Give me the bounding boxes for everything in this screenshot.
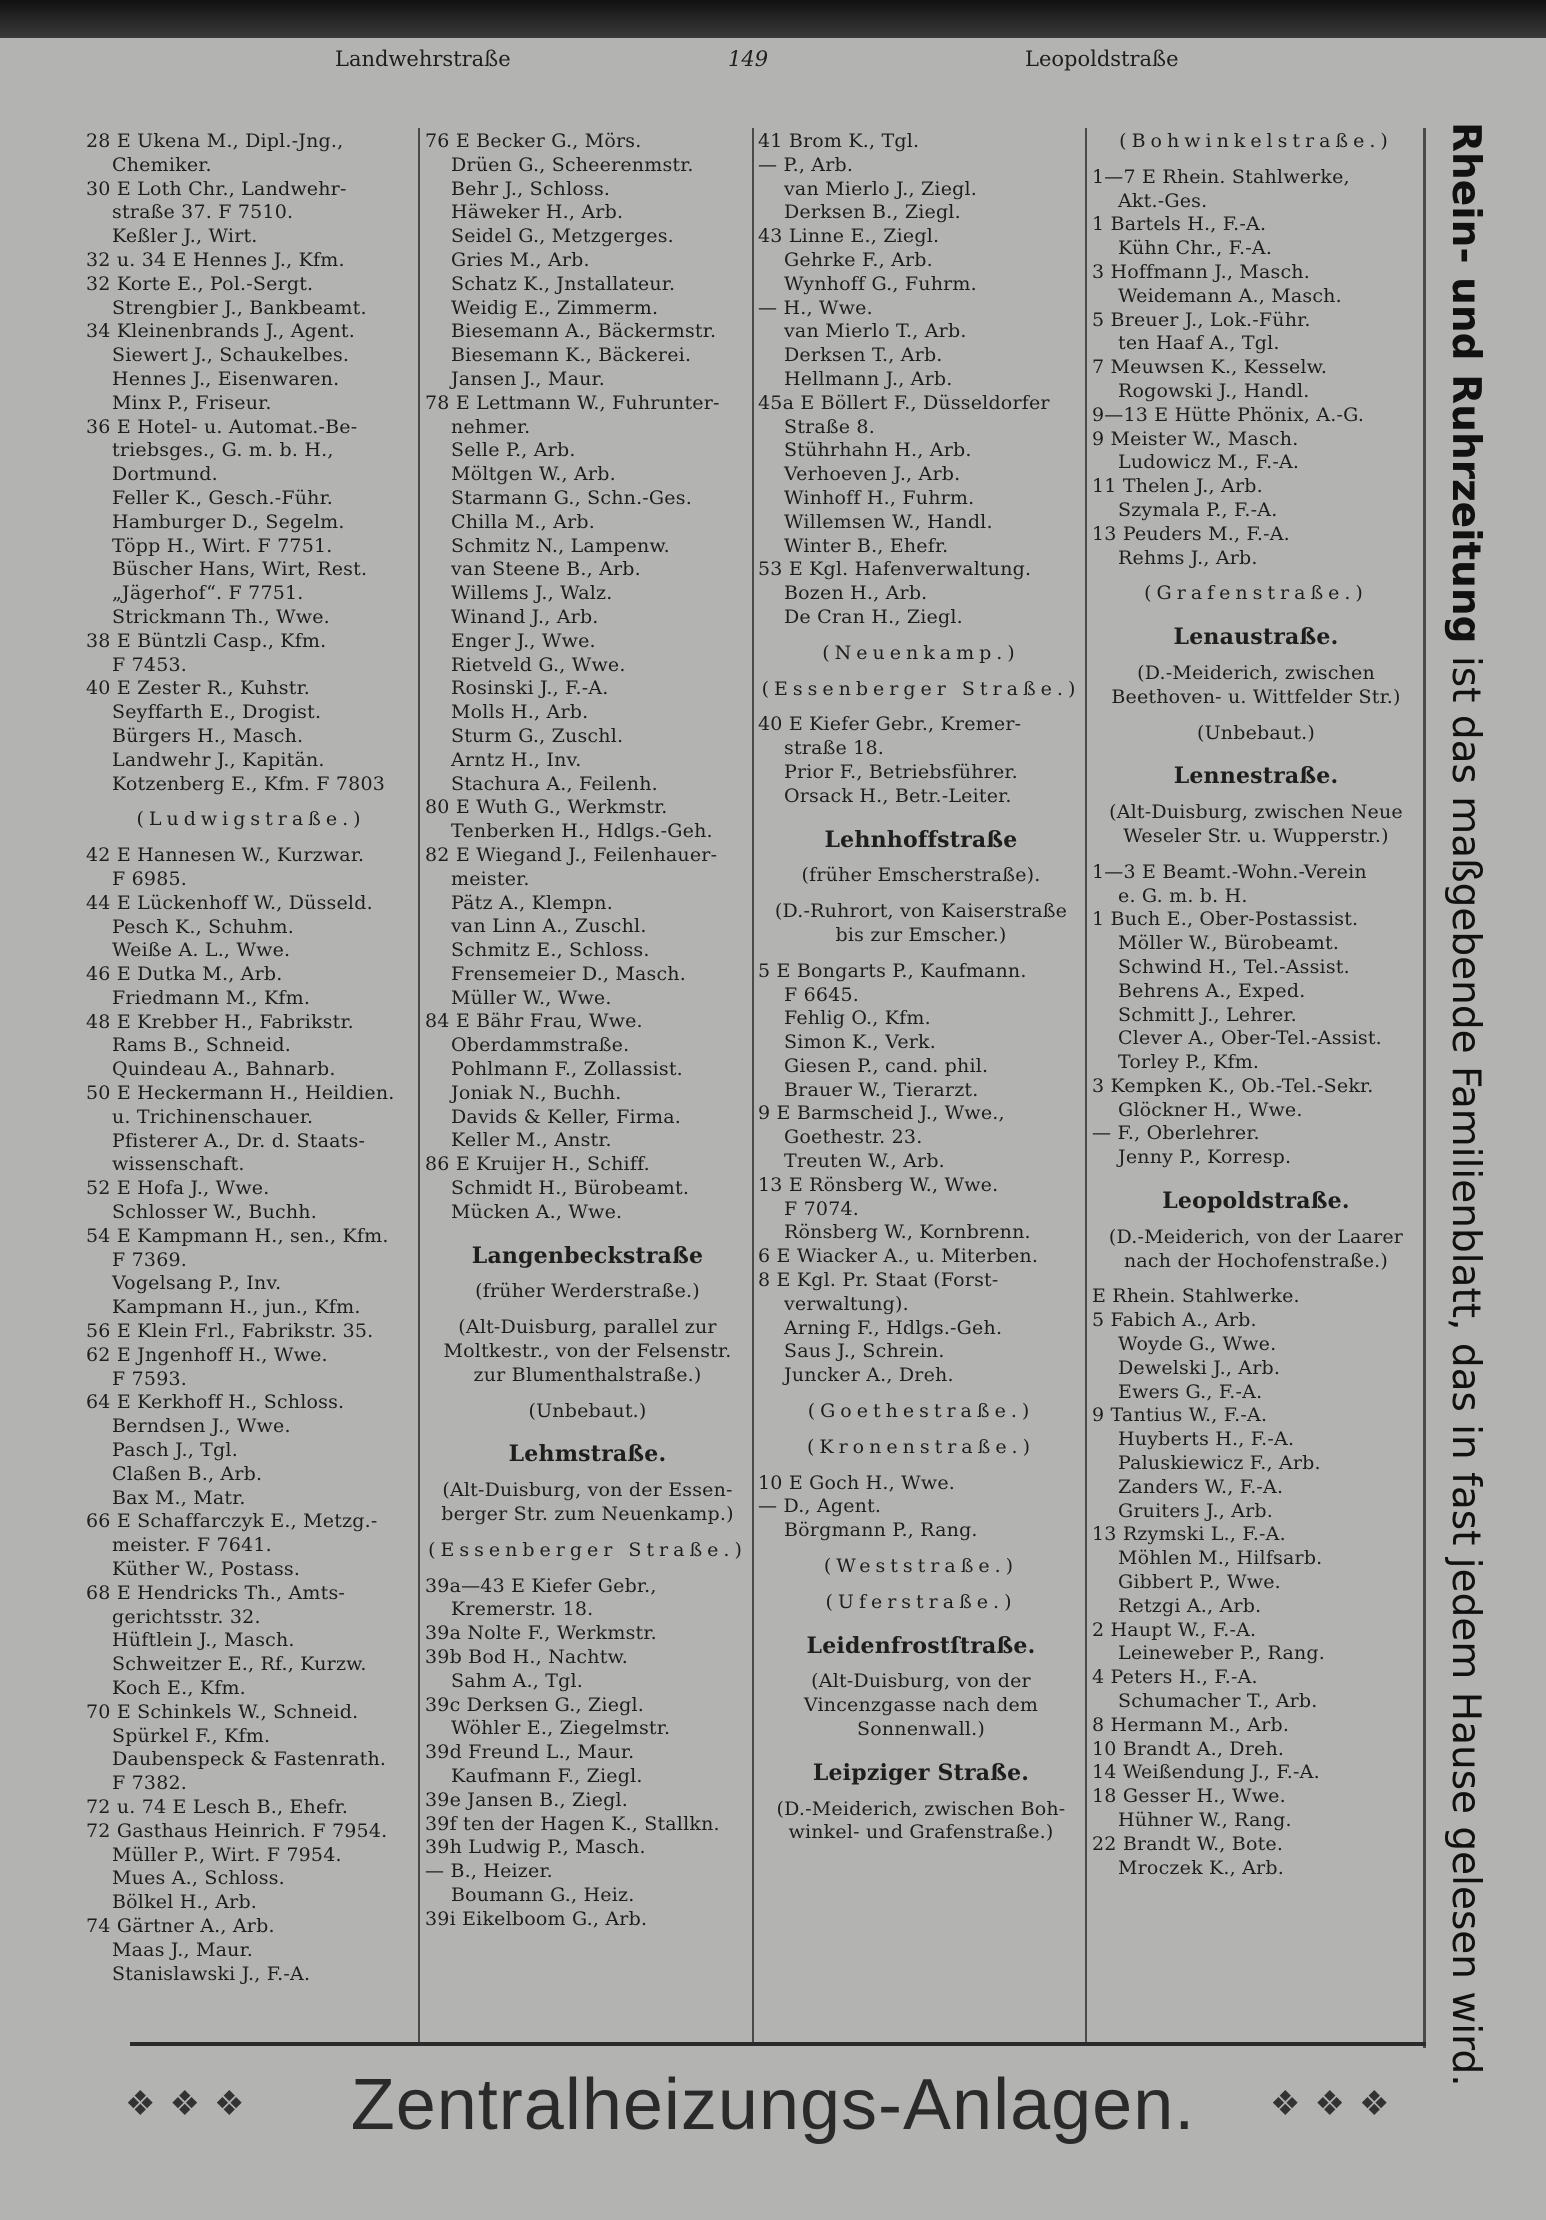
directory-entry: Mroczek K., Arb. (1118, 1856, 1284, 1879)
directory-entry: 86 E Kruijer H., Schiff. (425, 1153, 650, 1176)
directory-entry: 34 Kleinenbrands J., Agent. (86, 320, 355, 343)
street-note: (D.-Meiderich, von der Laarer nach der Hochofenstraße.) (1108, 1225, 1404, 1272)
street-heading: Leipziger Straße. (812, 1759, 1030, 1786)
directory-entry: u. Trichinenschauer. (112, 1105, 314, 1128)
directory-entry: 53 E Kgl. Hafenverwaltung. (758, 558, 1032, 581)
directory-entry: Häweker H., Arb. (451, 201, 624, 224)
directory-entry: 39f ten der Hagen K., Stallkn. (425, 1812, 720, 1835)
directory-entry: Joniak N., Buchh. (451, 1081, 622, 1104)
directory-entry: Claßen B., Arb. (112, 1462, 263, 1485)
directory-entry: Mücken A., Wwe. (451, 1200, 623, 1223)
directory-entry: Jenny P., Korresp. (1118, 1146, 1292, 1169)
directory-entry: 9 Tantius W., F.-A. (1092, 1404, 1268, 1427)
directory-entry: Schmidt H., Bürobeamt. (451, 1177, 690, 1200)
directory-entry: Winhoff H., Fuhrm. (784, 486, 975, 509)
directory-entry: Siewert J., Schaukelbes. (112, 344, 350, 367)
directory-entry: 1 Bartels H., F.-A. (1092, 213, 1267, 236)
directory-entry: 9—13 E Hütte Phönix, A.-G. (1092, 403, 1365, 426)
column-divider (1085, 128, 1087, 2046)
directory-entry: Woyde G., Wwe. (1118, 1333, 1277, 1356)
directory-column-2 (425, 130, 750, 1932)
directory-entry: 8 E Kgl. Pr. Staat (Forst- (758, 1269, 999, 1292)
directory-column-1 (86, 130, 416, 1986)
directory-entry: Giesen P., cand. phil. (784, 1054, 989, 1077)
directory-entry: Weiße A. L., Wwe. (112, 939, 291, 962)
directory-entry: Gruiters J., Arb. (1118, 1499, 1273, 1522)
directory-entry: Seidel G., Metzgerges. (451, 225, 674, 248)
directory-entry: Gehrke F., Arb. (784, 248, 933, 271)
cross-street: (Neuenkamp.) (822, 641, 1020, 664)
directory-entry: 72 Gasthaus Heinrich. F 7954. (86, 1819, 388, 1842)
directory-entry: Rogowski J., Handl. (1118, 379, 1310, 402)
directory-entry: Arning F., Hdlgs.-Geh. (784, 1316, 1003, 1339)
directory-column-3 (758, 130, 1084, 1845)
directory-entry: Landwehr J., Kapitän. (112, 748, 325, 771)
scan-top-edge (0, 0, 1546, 38)
directory-entry: triebsges., G. m. b. H., (112, 439, 334, 462)
street-heading: Leidenfrostſtraße. (806, 1632, 1036, 1659)
directory-entry: 13 E Rönsberg W., Wwe. (758, 1173, 999, 1196)
spacer (86, 796, 416, 808)
directory-entry: 74 Gärtner A., Arb. (86, 1914, 275, 1937)
directory-entry: Winand J., Arb. (451, 605, 599, 628)
street-note: (D.-Meiderich, zwischen Beethoven- u. Wittfelder Str.) (1111, 661, 1401, 708)
directory-entry: 3 Hoffmann J., Masch. (1092, 260, 1310, 283)
directory-entry: 13 Rzymski L., F.-A. (1092, 1523, 1286, 1546)
directory-entry: Szymala P., F.-A. (1118, 498, 1278, 521)
street-note: (D.-Meiderich, zwischen Boh-winkel- und Grafenstraße.) (776, 1797, 1066, 1844)
directory-entry: 45a E Böllert F., Düsseldorfer (758, 391, 1050, 414)
directory-entry: Sturm G., Zuschl. (451, 724, 624, 747)
directory-entry: Enger J., Wwe. (451, 629, 596, 652)
directory-entry: 39h Ludwig P., Masch. (425, 1836, 646, 1859)
directory-entry: 70 E Schinkels W., Schneid. (86, 1700, 359, 1723)
directory-entry: Goethestr. 23. (784, 1126, 923, 1149)
directory-entry: verwaltung). (784, 1292, 909, 1315)
directory-entry: Möhlen M., Hilfsarb. (1118, 1547, 1323, 1570)
directory-entry: Strengbier J., Bankbeamt. (112, 296, 367, 319)
spacer (86, 832, 416, 844)
directory-entry: 82 E Wiegand J., Feilenhauer- (425, 843, 718, 866)
directory-entry: Verhoeven J., Arb. (784, 463, 961, 486)
directory-entry: nehmer. (451, 415, 531, 438)
directory-entry: Ludowicz M., F.-A. (1118, 451, 1300, 474)
directory-entry: „Jägerhof“. F 7751. (112, 582, 304, 605)
directory-entry: Weidemann A., Masch. (1118, 284, 1342, 307)
directory-entry: Fehlig O., Kfm. (784, 1007, 931, 1030)
directory-entry: Bölkel H., Arb. (112, 1891, 258, 1914)
street-heading: Lehmstraße. (508, 1441, 667, 1468)
directory-entry: van Mierlo J., Ziegl. (784, 177, 978, 200)
ad-divider (1423, 128, 1426, 2048)
directory-entry: Oberdammstraße. (451, 1034, 630, 1057)
cross-street: (Goethestraße.) (807, 1400, 1035, 1423)
street-note: (Alt-Duisburg, von der Essen-berger Str. zum Neuenkamp.) (441, 1479, 734, 1526)
directory-entry: 11 Thelen J., Arb. (1092, 475, 1263, 498)
directory-entry: Winter B., Ehefr. (784, 534, 949, 557)
directory-entry: 10 Brandt A., Dreh. (1092, 1737, 1285, 1760)
directory-entry: 39a—43 E Kiefer Gebr., (425, 1574, 657, 1597)
directory-entry: — D., Agent. (758, 1495, 882, 1518)
directory-entry: E Rhein. Stahlwerke. (1092, 1285, 1300, 1308)
directory-entry: 41 Brom K., Tgl. (758, 130, 920, 152)
directory-entry: 43 Linne E., Ziegl. (758, 225, 940, 248)
directory-entry: van Linn A., Zuschl. (451, 915, 647, 938)
directory-entry: De Cran H., Ziegl. (784, 605, 963, 628)
directory-entry: — P., Arb. (758, 153, 854, 176)
footer-ad-text: Zentralheizungs-Anlagen. (350, 2065, 1196, 2145)
directory-entry: 10 E Goch H., Wwe. (758, 1471, 956, 1494)
directory-entry: Bax M., Matr. (112, 1486, 246, 1509)
directory-entry: Kremerstr. 18. (451, 1598, 594, 1621)
directory-entry: Möltgen W., Arb. (451, 463, 616, 486)
directory-entry: Hüftlein J., Masch. (112, 1629, 295, 1652)
directory-entry: Spürkel F., Kfm. (112, 1724, 271, 1747)
directory-entry: 50 E Heckermann H., Heildien. (86, 1082, 395, 1105)
directory-entry: 9 Meister W., Masch. (1092, 427, 1299, 450)
directory-entry: F 7369. (112, 1248, 188, 1271)
directory-entry: 56 E Klein Frl., Fabrikstr. 35. (86, 1320, 374, 1343)
directory-entry: Treuten W., Arb. (784, 1150, 945, 1173)
directory-entry: Behrens A., Exped. (1118, 979, 1306, 1002)
directory-entry: Wöhler E., Ziegelmstr. (451, 1717, 671, 1740)
street-heading: Lennestraße. (1173, 763, 1339, 790)
directory-entry: Willems J., Walz. (451, 582, 613, 605)
directory-entry: Schatz K., Jnstallateur. (451, 272, 676, 295)
directory-entry: Kühn Chr., F.-A. (1118, 237, 1273, 260)
directory-entry: Molls H., Arb. (451, 701, 589, 724)
directory-entry: Derksen B., Ziegl. (784, 201, 961, 224)
directory-entry: 2 Haupt W., F.-A. (1092, 1618, 1257, 1641)
directory-entry: 7 Meuwsen K., Kesselw. (1092, 356, 1328, 379)
directory-entry: Bürgers H., Masch. (112, 724, 304, 747)
directory-entry: 80 E Wuth G., Werkmstr. (425, 796, 668, 819)
directory-entry: 22 Brandt W., Bote. (1092, 1832, 1284, 1855)
directory-entry: Pfisterer A., Dr. d. Staats- (112, 1129, 366, 1152)
directory-entry: meister. (451, 867, 530, 890)
directory-column-4 (1092, 130, 1420, 1880)
header-right-street: Leopoldstraße (1025, 47, 1179, 71)
header-left-street: Landwehrstraße (335, 47, 511, 71)
directory-entry: 28 E Ukena M., Dipl.-Jng., (86, 130, 344, 152)
directory-entry: Weidig E., Zimmerm. (451, 296, 659, 319)
street-heading: Langenbeckstraße (471, 1242, 704, 1269)
directory-entry: Rehms J., Arb. (1118, 546, 1258, 569)
directory-entry: 39b Bod H., Nachtw. (425, 1646, 628, 1669)
directory-entry: F 7453. (112, 653, 188, 676)
directory-entry: Huyberts H., F.-A. (1118, 1428, 1295, 1451)
directory-entry: F 7593. (112, 1367, 188, 1390)
directory-entry: Friedmann M., Kfm. (112, 986, 311, 1009)
directory-entry: Simon K., Verk. (784, 1031, 936, 1054)
directory-entry: 39c Derksen G., Ziegl. (425, 1693, 645, 1716)
street-note: (D.-Ruhrort, von Kaiserstraße bis zur Emscher.) (774, 900, 1068, 946)
directory-entry: Schmitt J., Lehrer. (1118, 1003, 1297, 1026)
directory-entry: Schwind H., Tel.-Assist. (1118, 955, 1350, 978)
directory-entry: Dewelski J., Arb. (1118, 1356, 1281, 1379)
directory-entry: Bozen H., Arb. (784, 582, 928, 605)
directory-entry: Ewers G., F.-A. (1118, 1380, 1263, 1403)
column-divider (418, 128, 420, 2046)
directory-entry: Hamburger D., Segelm. (112, 510, 345, 533)
directory-entry: straße 37. F 7510. (112, 201, 294, 224)
directory-entry: Töpp H., Wirt. F 7751. (112, 534, 333, 557)
directory-entry: Schmitz N., Lampenw. (451, 534, 670, 557)
directory-entry: Wynhoff G., Fuhrm. (784, 272, 977, 295)
directory-entry: 30 E Loth Chr., Landwehr- (86, 177, 347, 200)
column-divider (752, 128, 754, 2046)
directory-entry: 9 E Barmscheid J., Wwe., (758, 1102, 1005, 1125)
directory-entry: Chilla M., Arb. (451, 510, 595, 533)
directory-entry: Juncker A., Dreh. (784, 1364, 954, 1387)
street-note: (Alt-Duisburg, zwischen Neue Weseler Str. u. Wupperstr.) (1109, 801, 1403, 847)
directory-entry: Rönsberg W., Kornbrenn. (784, 1221, 1031, 1244)
directory-entry: 14 Weißendung J., F.-A. (1092, 1761, 1320, 1784)
directory-entry: 5 Fabich A., Arb. (1092, 1309, 1257, 1332)
directory-entry: 68 E Hendricks Th., Amts- (86, 1581, 346, 1604)
directory-entry: Gibbert P., Wwe. (1118, 1571, 1281, 1594)
footer-rule (130, 2042, 1426, 2046)
directory-entry: F 7074. (784, 1197, 860, 1220)
directory-entry: Chemiker. (112, 153, 212, 176)
cross-street: (Essenberger Straße.) (428, 1538, 747, 1561)
directory-entry: Boumann G., Heiz. (451, 1883, 635, 1906)
directory-entry: Rosinski J., F.-A. (451, 677, 609, 700)
cross-street: (Ludwigstraße.) (136, 808, 366, 831)
directory-entry: Derksen T., Arb. (784, 344, 943, 367)
street-heading: Leopoldstraße. (1162, 1188, 1350, 1215)
directory-entry: Akt.-Ges. (1118, 189, 1208, 212)
directory-entry: 54 E Kampmann H., sen., Kfm. (86, 1224, 389, 1247)
directory-entry: van Steene B., Arb. (451, 558, 641, 581)
page-number: 149 (728, 47, 769, 71)
directory-entry: 18 Gesser H., Wwe. (1092, 1785, 1286, 1808)
directory-entry: Willemsen W., Handl. (784, 510, 993, 533)
directory-entry: Daubenspeck & Fastenrath. (112, 1748, 387, 1771)
cross-street: (Kronenstraße.) (806, 1435, 1036, 1458)
directory-entry: Biesemann K., Bäckerei. (451, 344, 692, 367)
cross-street: (Grafenstraße.) (1144, 582, 1368, 605)
directory-entry: 5 Breuer J., Lok.-Führ. (1092, 308, 1311, 331)
directory-entry: Feller K., Gesch.-Führ. (112, 486, 334, 509)
directory-entry: Pasch J., Tgl. (112, 1439, 238, 1462)
directory-entry: Vogelsang P., Inv. (112, 1272, 282, 1295)
directory-entry: Pätz A., Klempn. (451, 891, 613, 914)
directory-entry: 84 E Bähr Frau, Wwe. (425, 1010, 643, 1033)
directory-entry: Rietveld G., Wwe. (451, 653, 626, 676)
directory-entry: 40 E Kiefer Gebr., Kremer- (758, 713, 1022, 736)
directory-entry: Arntz H., Inv. (451, 748, 582, 771)
directory-entry: Retzgi A., Arb. (1118, 1594, 1262, 1617)
directory-entry: Müller P., Wirt. F 7954. (112, 1843, 342, 1866)
ornament-icon: ❖❖❖ (1270, 2084, 1404, 2124)
directory-entry: van Mierlo T., Arb. (784, 320, 967, 343)
directory-entry: 76 E Becker G., Mörs. (425, 130, 642, 152)
directory-entry: 39d Freund L., Maur. (425, 1741, 635, 1764)
directory-entry: Starmann G., Schn.-Ges. (451, 486, 692, 509)
directory-entry: 64 E Kerkhoff H., Schloss. (86, 1391, 345, 1414)
directory-entry: 32 Korte E., Pol.-Sergt. (86, 272, 314, 295)
directory-entry: — H., Wwe. (758, 296, 873, 319)
directory-entry: Orsack H., Betr.-Leiter. (784, 784, 1012, 807)
footer-advertisement (0, 2060, 1546, 2150)
street-note: (früher Emscherstraße). (801, 864, 1041, 887)
directory-entry: 39e Jansen B., Ziegl. (425, 1788, 628, 1811)
directory-entry: Stührhahn H., Arb. (784, 439, 972, 462)
directory-entry: Berndsen J., Wwe. (112, 1415, 291, 1438)
directory-entry: Strickmann Th., Wwe. (112, 605, 330, 628)
directory-entry: 62 E Jngenhoff H., Wwe. (86, 1343, 328, 1366)
street-heading: Lehnhoffstraße (824, 826, 1018, 853)
directory-entry: Glöckner H., Wwe. (1118, 1098, 1303, 1121)
directory-entry: Küther W., Postass. (112, 1558, 301, 1581)
directory-entry: Möller W., Bürobeamt. (1118, 932, 1340, 955)
directory-entry: Gries M., Arb. (451, 248, 590, 271)
directory-entry: Hühner W., Rang. (1118, 1809, 1292, 1831)
directory-entry: Kaufmann F., Ziegl. (451, 1765, 643, 1787)
street-note: (Unbebaut.) (528, 1399, 647, 1422)
directory-entry: Keßler J., Wirt. (112, 225, 258, 248)
directory-entry: Brauer W., Tierarzt. (784, 1078, 979, 1101)
directory-entry: Dortmund. (112, 463, 218, 486)
street-note: (Alt-Duisburg, von der Vincenzgasse nach dem Sonnenwall.) (803, 1670, 1039, 1741)
directory-entry: 1—7 E Rhein. Stahlwerke, (1092, 165, 1350, 188)
directory-entry: 1—3 E Beamt.-Wohn.-Verein (1092, 860, 1367, 883)
directory-entry: Schweitzer E., Rf., Kurzw. (112, 1653, 367, 1676)
directory-entry: Prior F., Betriebsführer. (784, 760, 1018, 783)
directory-entry: 1 Buch E., Ober-Postassist. (1092, 908, 1359, 931)
cross-street: (Bohwinkelstraße.) (1119, 130, 1393, 152)
directory-entry: 72 u. 74 E Lesch B., Ehefr. (86, 1795, 349, 1818)
directory-entry: e. G. m. b. H. (1118, 884, 1248, 907)
directory-entry: Sahm A., Tgl. (451, 1669, 584, 1692)
directory-entry: Büscher Hans, Wirt, Rest. (112, 558, 368, 581)
directory-entry: 36 E Hotel- u. Automat.-Be- (86, 415, 358, 438)
directory-entry: Straße 8. (784, 415, 875, 438)
directory-entry: Tenberken H., Hdlgs.-Geh. (451, 820, 713, 843)
directory-entry: Davids & Keller, Firma. (451, 1105, 682, 1128)
directory-entry: 44 E Lückenhoff W., Düsseld. (86, 891, 373, 914)
directory-entry: 66 E Schaffarczyk E., Metzg.- (86, 1510, 378, 1533)
directory-entry: 39i Eikelboom G., Arb. (425, 1907, 648, 1930)
directory-entry: 52 E Hofa J., Wwe. (86, 1177, 270, 1200)
directory-entry: Quindeau A., Bahnarb. (112, 1058, 336, 1081)
directory-entry: Paluskiewicz F., Arb. (1118, 1452, 1321, 1475)
street-heading: Lenaustraße. (1173, 624, 1339, 651)
cross-street: (Uferstraße.) (825, 1590, 1017, 1613)
directory-entry: Selle P., Arb. (451, 439, 576, 462)
directory-entry: Pesch K., Schuhm. (112, 915, 294, 938)
directory-entry: Schumacher T., Arb. (1118, 1690, 1318, 1713)
directory-entry: Biesemann A., Bäckermstr. (451, 320, 717, 343)
ad-slogan: ist das maßgebende Familienblatt, das in fast jedem Hause gelesen wird. (1443, 643, 1488, 2087)
directory-entry: Stanislawski J., F.-A. (112, 1962, 311, 1985)
directory-entry: Maas J., Maur. (112, 1938, 254, 1961)
directory-entry: Drüen G., Scheerenmstr. (451, 153, 694, 176)
directory-entry: gerichtsstr. 32. (112, 1605, 261, 1628)
directory-entry: 39a Nolte F., Werkmstr. (425, 1622, 657, 1645)
directory-entry: ten Haaf A., Tgl. (1118, 332, 1280, 355)
directory-entry: Minx P., Friseur. (112, 391, 272, 414)
directory-entry: Seyffarth E., Drogist. (112, 701, 322, 724)
directory-entry: F 7382. (112, 1772, 188, 1795)
directory-entry: Koch E., Kfm. (112, 1677, 246, 1699)
directory-entry: 13 Peuders M., F.-A. (1092, 522, 1290, 545)
cross-street: (Weststraße.) (823, 1555, 1019, 1578)
street-note: (Alt-Duisburg, parallel zur Moltkestr., von der Felsenstr. zur Blumenthalstraße.) (443, 1316, 732, 1386)
side-advertisement (1442, 122, 1488, 2087)
directory-entry: Saus J., Schrein. (784, 1340, 945, 1363)
directory-entry: Pohlmann F., Zollassist. (451, 1058, 683, 1081)
cross-street: (Essenberger Straße.) (761, 677, 1081, 700)
directory-entry: 46 E Dutka M., Arb. (86, 963, 283, 986)
directory-entry: 38 E Büntzli Casp., Kfm. (86, 629, 327, 652)
directory-entry: 8 Hermann M., Arb. (1092, 1713, 1290, 1736)
street-note: (früher Werderstraße.) (475, 1280, 700, 1303)
directory-entry: Müller W., Wwe. (451, 986, 612, 1009)
directory-entry: wissenschaft. (112, 1153, 245, 1176)
ornament-icon: ❖❖❖ (125, 2084, 259, 2124)
directory-entry: 6 E Wiacker A., u. Miterben. (758, 1245, 1039, 1268)
directory-entry: Torley P., Kfm. (1118, 1051, 1260, 1074)
directory-entry: F 6985. (112, 867, 188, 890)
directory-entry: 42 E Hannesen W., Kurzwar. (86, 844, 365, 867)
directory-entry: Stachura A., Feilenh. (451, 772, 658, 795)
directory-entry: — F., Oberlehrer. (1092, 1122, 1260, 1145)
directory-entry: Mues A., Schloss. (112, 1867, 285, 1890)
directory-entry: Jansen J., Maur. (451, 367, 605, 390)
directory-entry: 78 E Lettmann W., Fuhrunter- (425, 391, 720, 414)
directory-entry: 48 E Krebber H., Fabrikstr. (86, 1010, 354, 1033)
directory-entry: meister. F 7641. (112, 1534, 272, 1557)
directory-entry: straße 18. (784, 737, 884, 760)
directory-entry: F 6645. (784, 983, 860, 1006)
directory-entry: — B., Heizer. (425, 1860, 553, 1883)
directory-entry: 3 Kempken K., Ob.-Tel.-Sekr. (1092, 1074, 1374, 1097)
directory-entry: Frensemeier D., Masch. (451, 962, 686, 985)
directory-entry: Börgmann P., Rang. (784, 1519, 978, 1542)
directory-entry: 4 Peters H., F.-A. (1092, 1666, 1258, 1689)
directory-entry: Kotzenberg E., Kfm. F 7803 (112, 772, 386, 795)
directory-entry: Schlosser W., Buchh. (112, 1201, 317, 1224)
directory-entry: 32 u. 34 E Hennes J., Kfm. (86, 248, 345, 271)
directory-entry: Behr J., Schloss. (451, 177, 611, 200)
directory-entry: 40 E Zester R., Kuhstr. (86, 677, 311, 700)
directory-entry: Leineweber P., Rang. (1118, 1642, 1326, 1665)
directory-entry: Hellmann J., Arb. (784, 367, 953, 390)
directory-entry: Kampmann H., jun., Kfm. (112, 1296, 361, 1319)
directory-entry: Rams B., Schneid. (112, 1034, 292, 1057)
directory-entry: 5 E Bongarts P., Kaufmann. (758, 959, 1027, 982)
directory-entry: Zanders W., F.-A. (1118, 1475, 1284, 1498)
directory-entry: Hennes J., Eisenwaren. (112, 367, 340, 390)
directory-entry: Schmitz E., Schloss. (451, 939, 650, 962)
directory-entry: Clever A., Ober-Tel.-Assist. (1118, 1027, 1382, 1050)
newspaper-name: Rhein- und Ruhrzeitung (1443, 122, 1488, 644)
street-note: (Unbebaut.) (1196, 721, 1316, 744)
directory-entry: Keller M., Anstr. (451, 1129, 612, 1152)
